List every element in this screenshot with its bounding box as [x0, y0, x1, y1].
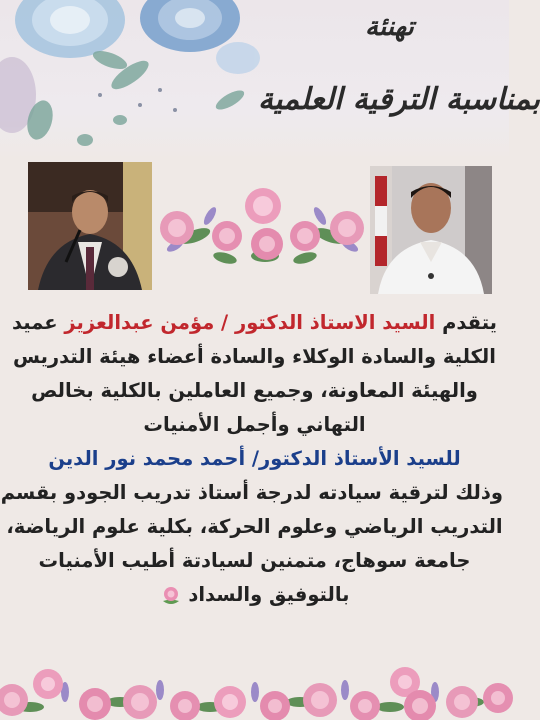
title-occasion: بمناسبة الترقية العلمية [258, 82, 540, 117]
blue-roses-illustration [0, 0, 260, 160]
message-line-4: التهاني وأجمل الأمنيات [143, 413, 366, 436]
flower-icon [160, 585, 182, 607]
message-line-8: جامعة سوهاج، متمنين لسيادتة أطيب الأمنيات [38, 549, 471, 572]
recipient-name: للسيد الأستاذ الدكتور/ أحمد محمد نور الدين [48, 447, 461, 470]
title-congratulations: تهنئة [365, 12, 414, 42]
message-line-9 [6, 578, 503, 612]
message-line-7: التدريب الرياضي وعلوم الحركة، بكلية علوم الرياضة، [6, 515, 503, 538]
pink-roses-border [0, 662, 509, 720]
message-line-3: والهيئة المعاونة، وجميع العاملين بالكلية بخالص [31, 379, 478, 402]
message-line-2: الكلية والسادة الوكلاء والسادة أعضاء هيئة التدريس [13, 345, 496, 368]
message-line-1 [6, 306, 503, 340]
closing-wish: بالتوفيق والسداد [188, 583, 350, 606]
pink-roses-divider [155, 186, 370, 281]
message-line-6: وذلك لترقية سيادته لدرجة أستاذ تدريب الجودو بقسم [0, 481, 503, 504]
message-body [0, 306, 503, 612]
header-banner [0, 0, 540, 160]
message-prefix: يتقدم [442, 311, 497, 334]
dean-photo [28, 162, 152, 290]
sender-title: عميد [12, 311, 58, 334]
honoree-photo [370, 166, 492, 294]
sender-name: السيد الاستاذ الدكتور / مؤمن عبدالعزيز [64, 311, 436, 334]
